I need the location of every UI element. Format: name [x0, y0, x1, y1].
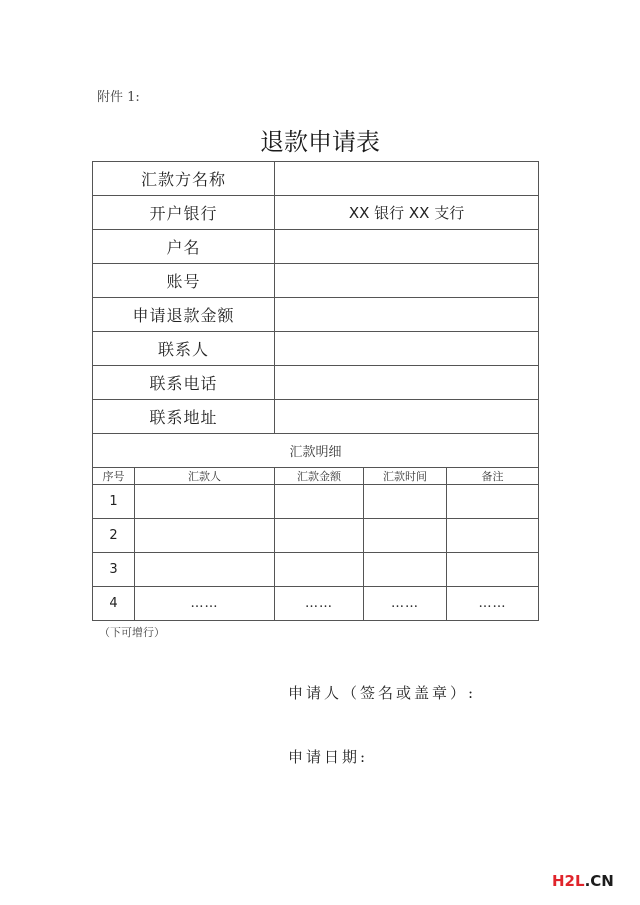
- details-section-row: [93, 434, 539, 468]
- table-row: [93, 519, 539, 553]
- cell-amount[interactable]: [275, 485, 364, 519]
- field-row-address: [93, 400, 539, 434]
- row-seq: 4: [93, 587, 135, 621]
- refund-form-table: [92, 161, 539, 621]
- field-row-phone: [93, 366, 539, 400]
- cell-time[interactable]: ……: [364, 587, 447, 621]
- cell-remarks[interactable]: ……: [447, 587, 539, 621]
- field-value[interactable]: [275, 366, 539, 400]
- field-value[interactable]: [275, 332, 539, 366]
- cell-amount[interactable]: ……: [275, 587, 364, 621]
- field-label: 申请退款金额: [93, 298, 275, 332]
- field-label: 联系人: [93, 332, 275, 366]
- table-row: [93, 485, 539, 519]
- cell-remitter[interactable]: ……: [135, 587, 275, 621]
- cell-remarks[interactable]: [447, 553, 539, 587]
- cell-amount[interactable]: [275, 519, 364, 553]
- table-row: [93, 587, 539, 621]
- field-label: 户名: [93, 230, 275, 264]
- site-watermark: [552, 872, 614, 890]
- field-row-contact: [93, 332, 539, 366]
- column-header-amount: 汇款金额: [275, 468, 364, 485]
- cell-remarks[interactable]: [447, 519, 539, 553]
- field-row-account-number: [93, 264, 539, 298]
- field-label: 账号: [93, 264, 275, 298]
- row-seq: 2: [93, 519, 135, 553]
- attachment-label: 附件 1:: [97, 90, 140, 105]
- field-value[interactable]: [275, 264, 539, 298]
- field-value[interactable]: [275, 162, 539, 196]
- field-label: 联系地址: [93, 400, 275, 434]
- cell-time[interactable]: [364, 485, 447, 519]
- field-value[interactable]: [275, 400, 539, 434]
- form-title: 退款申请表: [260, 128, 380, 156]
- field-label: 汇款方名称: [93, 162, 275, 196]
- watermark-brand: H2L: [552, 872, 585, 890]
- row-seq: 1: [93, 485, 135, 519]
- row-seq: 3: [93, 553, 135, 587]
- watermark-suffix: .CN: [584, 872, 614, 890]
- column-header-remarks: 备注: [447, 468, 539, 485]
- cell-time[interactable]: [364, 553, 447, 587]
- add-rows-note: （下可增行）: [99, 626, 165, 639]
- column-header-seq: 序号: [93, 468, 135, 485]
- cell-remitter[interactable]: [135, 519, 275, 553]
- column-header-remitter: 汇款人: [135, 468, 275, 485]
- field-value[interactable]: [275, 230, 539, 264]
- applicant-signature-label: 申请人（签名或盖章）:: [288, 684, 477, 702]
- cell-remitter[interactable]: [135, 553, 275, 587]
- details-header-row: [93, 468, 539, 485]
- application-date-label: 申请日期:: [288, 748, 369, 766]
- field-row-account-name: [93, 230, 539, 264]
- field-value[interactable]: XX 银行 XX 支行: [275, 196, 539, 230]
- cell-time[interactable]: [364, 519, 447, 553]
- column-header-time: 汇款时间: [364, 468, 447, 485]
- field-label: 开户银行: [93, 196, 275, 230]
- table-row: [93, 553, 539, 587]
- cell-amount[interactable]: [275, 553, 364, 587]
- field-row-remitter-name: [93, 162, 539, 196]
- cell-remarks[interactable]: [447, 485, 539, 519]
- cell-remitter[interactable]: [135, 485, 275, 519]
- details-section-title: 汇款明细: [93, 434, 539, 468]
- field-row-bank: [93, 196, 539, 230]
- field-value[interactable]: [275, 298, 539, 332]
- field-row-refund-amount: [93, 298, 539, 332]
- field-label: 联系电话: [93, 366, 275, 400]
